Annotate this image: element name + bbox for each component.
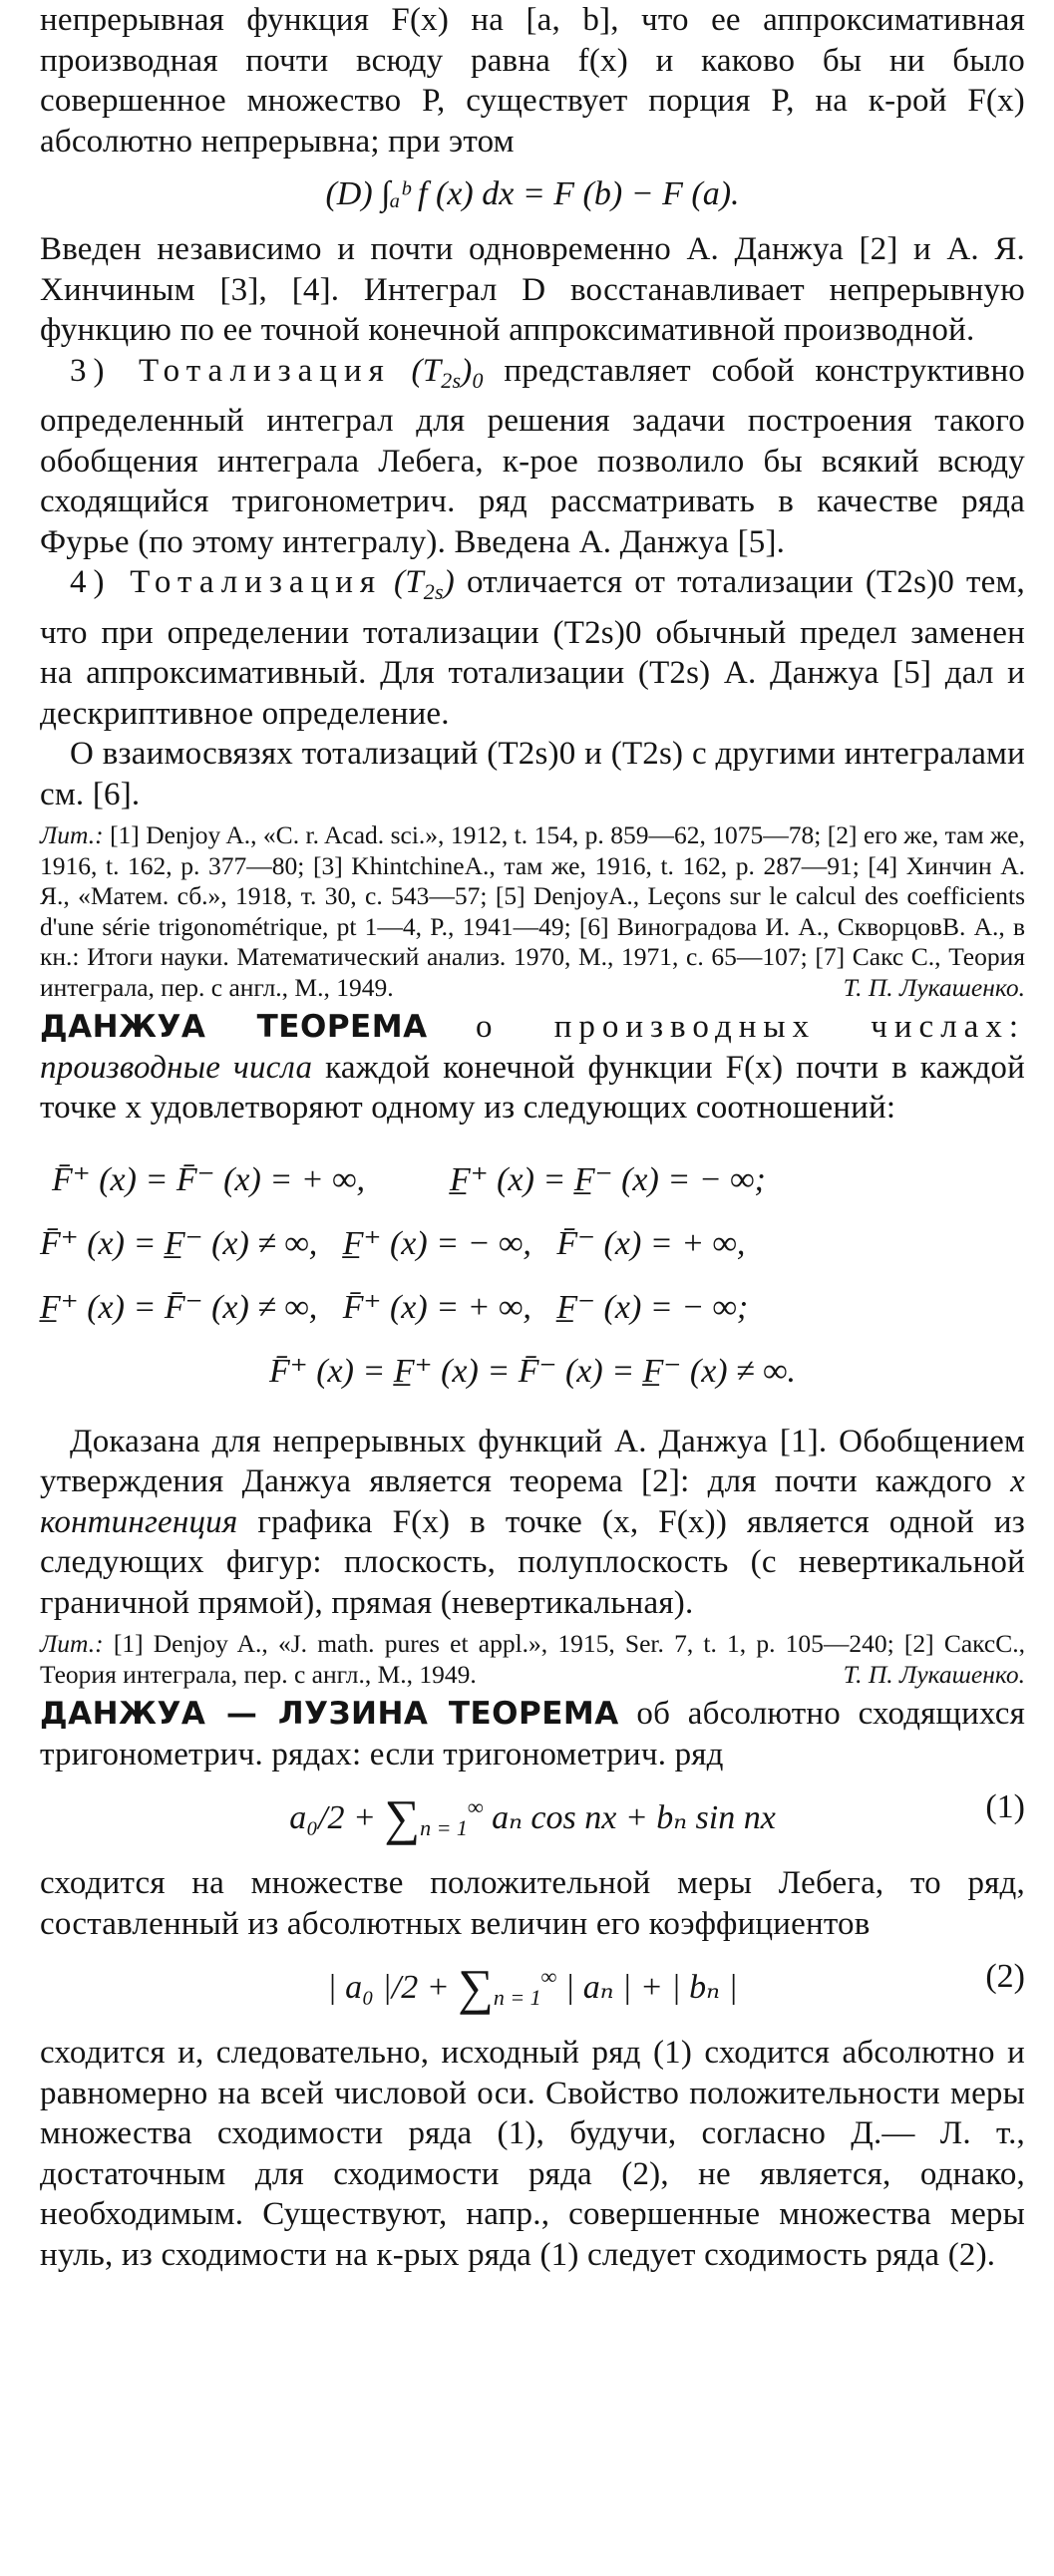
italic-term: контингенция: [40, 1503, 238, 1540]
page: [40, 0, 1025, 2275]
italic-term: производные числа: [40, 1049, 313, 1086]
article-denjoy-luzin-theorem: ДАНЖУА — ЛУЗИНА ТЕОРЕМА об абсолютно сходящихся тригонометрич. рядах: если тригонометрич. ряд: [40, 1696, 1026, 1772]
paragraph-proved: Доказана для непрерывных функций А. Данжуа [1]. Обобщением утверждения Данжуа является теорема [2]: для почти каждого x контингенция графика F(x) в точке (x, F(x)) является одной из следующих фигур: плоскость, полуплоскость (с невертикальной граничной прямой), прямая (невертикальная).: [40, 1423, 1025, 1621]
paragraph-totalization-3: 3) Тотализация $(T_{2s})_0$ представляет собой конструктивно определенный интеграл для решения задачи построения такого обобщения интеграла Лебега, к-рое позволило бы всякий всюду сходящийся тригонометрич. ряд рассматривать в качестве ряда Фурье (по этому интегралу). Введена А. Данжуа [5].: [40, 352, 1026, 560]
references-label: Лит.:: [40, 1629, 104, 1658]
paragraph-totalization-4: 4) Тотализация $(T_{2s})$ отличается от тотализации (T2s)0 тем, что при определении тотализации (T2s)0 обычный предел заменен на аппроксимативный. Для тотализации (T2s) А. Данжуа [5] дал и дескриптивное определение.: [40, 564, 1025, 732]
references-block-1: Лит.: [1] Denjoy A., «C. r. Acad. sci.», 1912, t. 154, p. 859—62, 1075—78; [2] его же, там же, 1916, t. 162, p. 377—80; [3] KhintchineA., там же, 1916, t. 162, p. 287—91; [4] Хинчин А. Я., «Матем. сб.», 1918, т. 30, с. 543—57; [5] DenjoyA., Leçons sur le calcul des coefficients d'une série trigonométrique, pt 1—4, P., 1941—49; [6] Виноградова И. А., СкворцовВ. А., в кн.: Итоги науки. Математический анализ. 1970, М., 1971, с. 65—107; [7] Сакс С., Теория интеграла, пер. с англ., М., 1949. Т. П. Лукашенко.: [40, 820, 1025, 1002]
symbol-t2s0: $(T_{2s})_0$: [411, 352, 484, 393]
references-label: Лит.:: [40, 820, 104, 849]
formula-series-1: $a_0/2 + \sum_{n = 1}^\infty$ aₙ cos nx + bₙ sin nx (1): [40, 1776, 1025, 1859]
equation-number: (2): [985, 1958, 1025, 1995]
term-totalization: 4) Тотализация: [70, 564, 383, 600]
relation-line: F̄⁺ (x) = F̄⁻ (x) = + ∞, F̲⁺ (x) = F̲⁻ (x) = − ∞;: [52, 1160, 766, 1198]
equation-number: (1): [985, 1788, 1025, 1825]
term-totalization: 3) Тотализация: [70, 352, 391, 389]
paragraph-converges: сходится на множестве положительной меры Лебега, то ряд, составленный из абсолютных величин его коэффициентов: [40, 1865, 1025, 1942]
relation-line: F̄⁺ (x) = F̲⁺ (x) = F̄⁻ (x) = F̲⁻ (x) ≠ ∞.: [268, 1352, 797, 1390]
formula-denjoy-integral: (D) ∫ₐᵇ f (x) dx = F (b) − F (a).: [325, 175, 740, 212]
references-block-2: Лит.: [1] Denjoy A., «J. math. pures et appl.», 1915, Ser. 7, t. 1, p. 105—240; [2] СаксС., Теория интеграла, пер. с англ., М., 1949. Т. П. Лукашенко.: [40, 1629, 1026, 1689]
paragraph-introduced: Введен независимо и почти одновременно А. Данжуа [2] и А. Я. Хинчиным [3], [4]. Интеграл D восстанавливает непрерывную функцию по ее точной конечной аппроксимативной производной.: [40, 231, 1025, 348]
author-signature: Т. П. Лукашенко.: [843, 972, 1025, 1002]
paragraph-continuation: непрерывная функция F(x) на [a, b], что ее аппроксимативная производная почти всюду равна f(x) и каково бы ни было совершенное множество P, существует порция P, на к-рой F(x) абсолютно непрерывна; при этом: [40, 2, 1025, 160]
formula-series-2: | a₀ $|/2 + \sum_{n = 1}^\infty$ | aₙ | + | bₙ | (2): [40, 1946, 1025, 2029]
relation-line: F̲⁺ (x) = F̄⁻ (x) ≠ ∞, F̄⁺ (x) = + ∞, F̲⁻ (x) = − ∞;: [40, 1288, 749, 1326]
paragraph-relations: О взаимосвязях тотализаций (T2s)0 и (T2s) с другими интегралами см. [6].: [40, 736, 1025, 812]
relation-line: F̄⁺ (x) = F̲⁻ (x) ≠ ∞, F̲⁺ (x) = − ∞, F̄⁻ (x) = + ∞,: [40, 1224, 746, 1262]
relations-block: [40, 1148, 1025, 1404]
author-signature: Т. П. Лукашенко.: [843, 1659, 1025, 1689]
article-title: ДАНЖУА — ЛУЗИНА ТЕОРЕМА: [40, 1696, 619, 1732]
article-denjoy-theorem: ДАНЖУА ТЕОРЕМА о производных числах: производные числа каждой конечной функции F(x) почти в каждой точке x удовлетворяют одному из следующих соотношений:: [40, 1009, 1025, 1126]
paragraph-conclusion: сходится и, следовательно, исходный ряд (1) сходится абсолютно и равномерно на всей числовой оси. Свойство положительности меры множества сходимости ряда (1), будучи, согласно Д.— Л. т., достаточным для сходимости ряда (2), не является, однако, необходимым. Существуют, напр., совершенные множества меры нуль, из сходимости на к-рых ряда (1) следует сходимость ряда (2).: [40, 2035, 1025, 2273]
article-title: ДАНЖУА ТЕОРЕМА: [40, 1009, 428, 1045]
